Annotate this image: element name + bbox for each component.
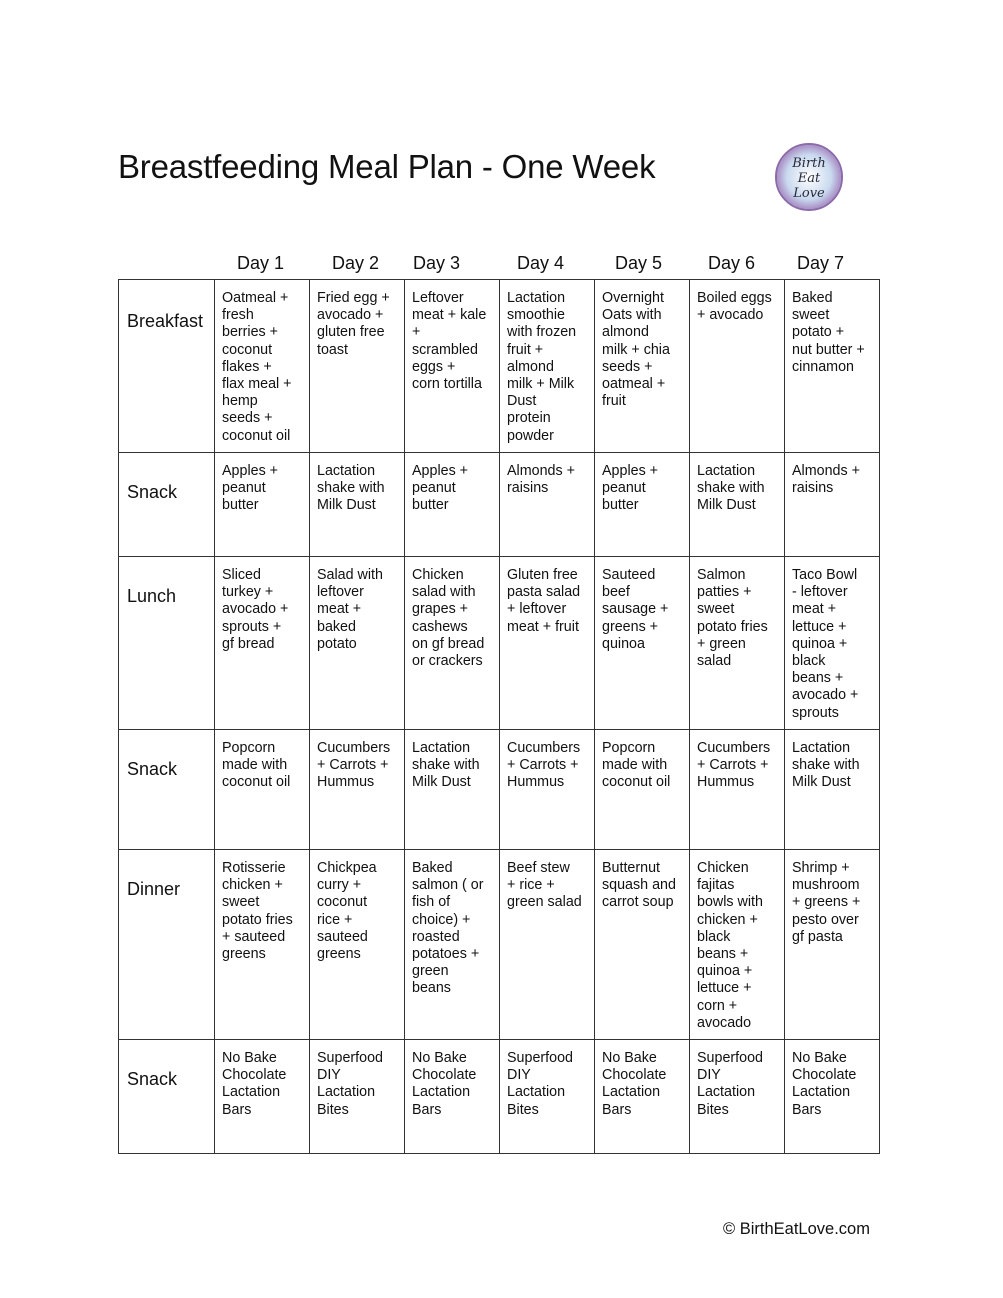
meal-cell (500, 453, 595, 557)
meal-cell (405, 850, 500, 1040)
meal-cell-text: Lactation smoothie with frozen fruit + almond milk + Milk Dust protein powder (507, 290, 577, 444)
meal-cell-text: Salad with leftover meat + baked potato (317, 567, 383, 652)
meal-cell-text: No Bake Chocolate Lactation Bars (222, 1050, 287, 1118)
meal-cell-text: No Bake Chocolate Lactation Bars (602, 1050, 667, 1118)
meal-row-label: Snack (127, 759, 178, 779)
meal-cell-text: Cucumbers + Carrots + Hummus (507, 740, 581, 791)
meal-row-header (119, 280, 215, 453)
meal-cell-text: Fried egg + avocado + gluten free toast (317, 290, 390, 358)
meal-cell (310, 730, 405, 850)
meal-row (119, 1040, 880, 1154)
meal-cell-text: Superfood DIY Lactation Bites (317, 1050, 383, 1118)
meal-cell-text: Apples + peanut butter (602, 463, 659, 514)
meal-cell-text: Lactation shake with Milk Dust (792, 740, 860, 791)
day-header-row (0, 253, 1003, 277)
meal-cell (690, 557, 785, 730)
logo-text-love: Love (793, 186, 825, 201)
meal-cell (310, 1040, 405, 1154)
day-header: Day 7 (796, 253, 845, 273)
meal-row-label: Snack (127, 482, 178, 502)
meal-cell-text: Apples + peanut butter (412, 463, 469, 514)
day-header: Day 3 (412, 253, 461, 273)
meal-cell (690, 1040, 785, 1154)
meal-row-label: Snack (127, 1069, 178, 1089)
meal-cell (595, 1040, 690, 1154)
meal-cell (690, 280, 785, 453)
meal-cell (215, 453, 310, 557)
meal-cell (595, 280, 690, 453)
meal-cell (690, 730, 785, 850)
meal-cell-text: Beef stew + rice + green salad (507, 860, 582, 911)
meal-row-label: Lunch (127, 586, 177, 606)
meal-cell (310, 850, 405, 1040)
meal-cell-text: Superfood DIY Lactation Bites (507, 1050, 573, 1118)
meal-row-header (119, 1040, 215, 1154)
day-header: Day 6 (707, 253, 756, 273)
meal-cell-text: Baked sweet potato + nut butter + cinnamon (792, 290, 865, 375)
meal-row (119, 453, 880, 557)
meal-cell-text: Lactation shake with Milk Dust (317, 463, 385, 514)
meal-cell (785, 453, 880, 557)
meal-cell-text: Leftover meat + kale + scrambled eggs + corn tortilla (412, 290, 487, 393)
logo-text-birth: Birth (792, 156, 826, 171)
meal-cell-text: Salmon patties + sweet potato fries + green salad (697, 567, 768, 670)
meal-cell-text: Almonds + raisins (792, 463, 860, 497)
birth-eat-love-logo (774, 142, 844, 212)
meal-cell (595, 730, 690, 850)
meal-row-label: Breakfast (127, 311, 204, 331)
meal-cell (215, 280, 310, 453)
meal-cell (215, 1040, 310, 1154)
meal-cell (215, 850, 310, 1040)
meal-cell (690, 453, 785, 557)
page-title: Breastfeeding Meal Plan - One Week (118, 148, 656, 185)
meal-cell (595, 557, 690, 730)
meal-row-header (119, 453, 215, 557)
meal-cell (595, 850, 690, 1040)
meal-cell-text: Rotisserie chicken + sweet potato fries + sauteed greens (222, 860, 293, 963)
day-header: Day 2 (331, 253, 380, 273)
meal-cell (500, 730, 595, 850)
meal-cell (785, 280, 880, 453)
meal-cell-text: Taco Bowl - leftover meat + lettuce + quinoa + black beans + avocado + sprouts (792, 567, 859, 721)
meal-cell (310, 453, 405, 557)
meal-cell (405, 280, 500, 453)
meal-cell-text: Apples + peanut butter (222, 463, 279, 514)
meal-cell-text: Sauteed beef sausage + greens + quinoa (602, 567, 669, 652)
logo-text-eat: Eat (797, 171, 821, 186)
meal-cell-text: Overnight Oats with almond milk + chia seeds + oatmeal + fruit (602, 290, 670, 410)
meal-cell (785, 850, 880, 1040)
meal-row (119, 850, 880, 1040)
meal-cell-text: Oatmeal + fresh berries + coconut flakes + flax meal + hemp seeds + coconut oil (222, 290, 292, 444)
meal-cell-text: Popcorn made with coconut oil (602, 740, 671, 791)
meal-cell-text: Lactation shake with Milk Dust (697, 463, 765, 514)
meal-cell-text: Superfood DIY Lactation Bites (697, 1050, 763, 1118)
meal-cell-text: Almonds + raisins (507, 463, 575, 497)
day-header: Day 5 (614, 253, 663, 273)
day-header: Day 1 (236, 253, 285, 273)
meal-cell-text: Lactation shake with Milk Dust (412, 740, 480, 791)
copyright-footer: © BirthEatLove.com (723, 1220, 870, 1238)
meal-cell (500, 557, 595, 730)
meal-cell (215, 730, 310, 850)
meal-cell (310, 280, 405, 453)
meal-cell (500, 280, 595, 453)
meal-cell (500, 1040, 595, 1154)
meal-cell-text: Gluten free pasta salad + leftover meat + fruit (507, 567, 581, 635)
meal-cell-text: Chicken fajitas bowls with chicken + black beans + quinoa + lettuce + corn + avocado (697, 860, 763, 1031)
meal-cell-text: Shrimp + mushroom + greens + pesto over gf pasta (792, 860, 861, 945)
meal-cell-text: Boiled eggs + avocado (697, 290, 772, 324)
meal-row-header (119, 557, 215, 730)
meal-row-label: Dinner (127, 879, 181, 899)
meal-plan-table (118, 279, 880, 1154)
meal-cell-text: Sliced turkey + avocado + sprouts + gf bread (222, 567, 289, 652)
meal-row (119, 730, 880, 850)
meal-cell (215, 557, 310, 730)
meal-cell (405, 557, 500, 730)
meal-row-header (119, 850, 215, 1040)
meal-cell (405, 730, 500, 850)
meal-row-header (119, 730, 215, 850)
meal-cell-text: No Bake Chocolate Lactation Bars (792, 1050, 857, 1118)
meal-cell-text: Butternut squash and carrot soup (602, 860, 676, 911)
meal-cell-text: Cucumbers + Carrots + Hummus (697, 740, 771, 791)
meal-cell-text: Popcorn made with coconut oil (222, 740, 291, 791)
meal-cell (690, 850, 785, 1040)
meal-cell (310, 557, 405, 730)
meal-cell-text: Baked salmon ( or fish of choice) + roasted potatoes + green beans (412, 860, 484, 997)
meal-cell (595, 453, 690, 557)
meal-cell (785, 557, 880, 730)
meal-row (119, 280, 880, 453)
meal-cell (405, 1040, 500, 1154)
meal-cell (500, 850, 595, 1040)
meal-cell (785, 1040, 880, 1154)
day-header: Day 4 (516, 253, 565, 273)
meal-cell-text: Chickpea curry + coconut rice + sauteed greens (317, 860, 377, 963)
meal-cell (405, 453, 500, 557)
meal-cell-text: Chicken salad with grapes + cashews on gf bread or crackers (412, 567, 485, 670)
meal-cell-text: No Bake Chocolate Lactation Bars (412, 1050, 477, 1118)
meal-row (119, 557, 880, 730)
meal-cell (785, 730, 880, 850)
meal-cell-text: Cucumbers + Carrots + Hummus (317, 740, 391, 791)
